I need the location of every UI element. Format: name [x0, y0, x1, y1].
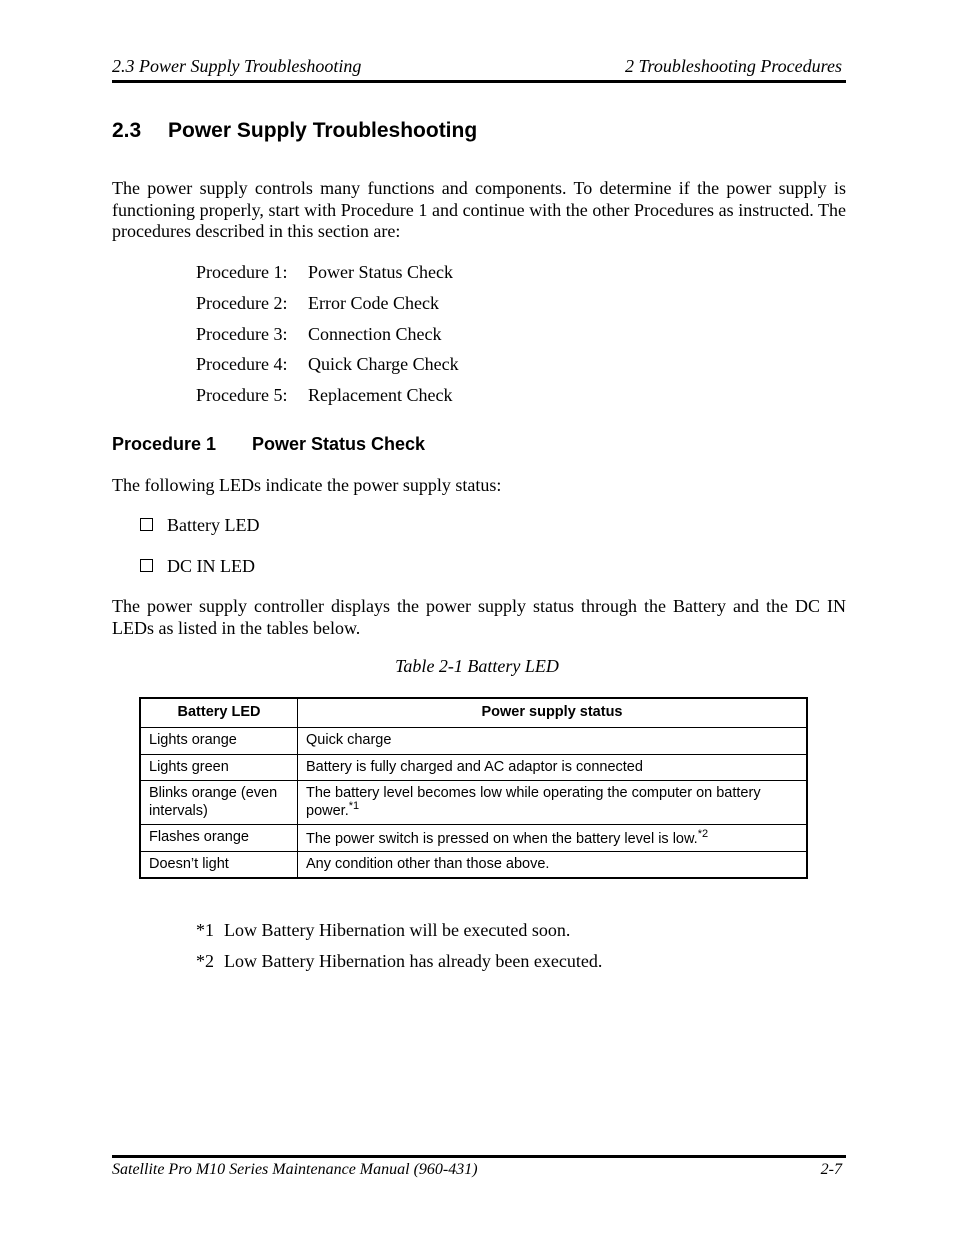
- controller-paragraph: The power supply controller displays the power supply status through the Battery and the DC IN LEDs as listed in the tables below.: [112, 596, 846, 638]
- footnote-ref: *1: [348, 799, 360, 812]
- status-text: Battery is fully charged and AC adaptor is connected: [306, 758, 643, 775]
- page-header: [112, 56, 846, 83]
- procedure-name: Replacement Check: [308, 385, 453, 406]
- page-footer: [112, 1155, 846, 1178]
- procedure-item: [196, 352, 459, 383]
- header-section-title: 2.3 Power Supply Troubleshooting: [112, 56, 362, 76]
- procedure-list: [196, 260, 459, 414]
- status-cell: [298, 851, 808, 878]
- procedure-name: Connection Check: [308, 323, 442, 344]
- status-cell: [298, 781, 808, 825]
- procedure-label: Procedure 1:: [196, 262, 288, 282]
- led-cell: Doesn’t light: [140, 851, 298, 878]
- led-name: Battery LED: [167, 515, 260, 535]
- footnote: [196, 920, 570, 941]
- footnote-key: *2: [196, 951, 214, 971]
- footnote-ref: *2: [697, 828, 709, 840]
- table-header-row: [140, 698, 807, 728]
- status-text: The power switch is pressed on when the battery level is low.: [306, 831, 698, 847]
- procedure1-number: Procedure 1: [112, 434, 217, 454]
- procedure1-heading: [112, 434, 425, 455]
- table-row: [140, 754, 807, 781]
- header-chapter-title: 2 Troubleshooting Procedures: [625, 56, 842, 76]
- footnote-key: *1: [196, 920, 214, 940]
- checkbox-bullet-icon: [140, 518, 153, 531]
- footnote: [196, 951, 602, 972]
- procedure-name: Error Code Check: [308, 292, 439, 313]
- section-title: Power Supply Troubleshooting: [168, 119, 478, 142]
- status-cell: [298, 728, 808, 755]
- procedure-label: Procedure 4:: [196, 354, 288, 375]
- procedure-item: [196, 291, 459, 322]
- led-name: DC IN LED: [167, 556, 255, 576]
- procedure-label: Procedure 5:: [196, 385, 288, 406]
- page-number: 2-7: [820, 1161, 842, 1178]
- led-bullet-item: [140, 556, 255, 577]
- status-text: The battery level becomes low while operating the computer on battery power.: [306, 785, 761, 819]
- status-cell: [298, 825, 808, 852]
- footer-manual-title: Satellite Pro M10 Series Maintenance Manual (960-431): [112, 1161, 478, 1178]
- led-cell: Lights orange: [140, 728, 298, 755]
- procedure1-title: Power Status Check: [252, 434, 426, 454]
- checkbox-bullet-icon: [140, 559, 153, 572]
- column-header: Battery LED: [140, 698, 298, 728]
- table-caption: Table 2-1 Battery LED: [395, 656, 559, 676]
- table-row: [140, 825, 807, 852]
- column-header: Power supply status: [298, 698, 808, 728]
- led-cell: Lights green: [140, 754, 298, 781]
- footnote-text: Low Battery Hibernation has already been executed.: [224, 951, 603, 971]
- leds-intro: The following LEDs indicate the power supply status:: [112, 475, 502, 495]
- table-row: [140, 851, 807, 878]
- procedure-name: Quick Charge Check: [308, 354, 459, 375]
- led-cell: Blinks orange (even intervals): [140, 781, 298, 825]
- status-cell: [298, 754, 808, 781]
- footnote-text: Low Battery Hibernation will be executed soon.: [224, 920, 571, 940]
- intro-paragraph: The power supply controls many functions and components. To determine if the power supply is functioning properly, start with Procedure 1 and continue with the other Procedures as instructed. The procedures described in this section are:: [112, 178, 846, 241]
- section-number: 2.3: [112, 119, 142, 142]
- battery-led-table: [139, 697, 808, 879]
- section-heading: [112, 119, 477, 143]
- table-row: [140, 781, 807, 825]
- procedure-label: Procedure 3:: [196, 323, 288, 344]
- procedure-item: [196, 260, 459, 291]
- led-cell: Flashes orange: [140, 825, 298, 852]
- led-bullet-item: [140, 515, 259, 536]
- procedure-label: Procedure 2:: [196, 292, 288, 313]
- procedure-item: [196, 322, 459, 353]
- status-text: Quick charge: [306, 732, 392, 748]
- procedure-name: Power Status Check: [308, 262, 453, 282]
- status-text: Any condition other than those above.: [306, 855, 550, 872]
- table-row: [140, 728, 807, 755]
- procedure-item: [196, 383, 459, 414]
